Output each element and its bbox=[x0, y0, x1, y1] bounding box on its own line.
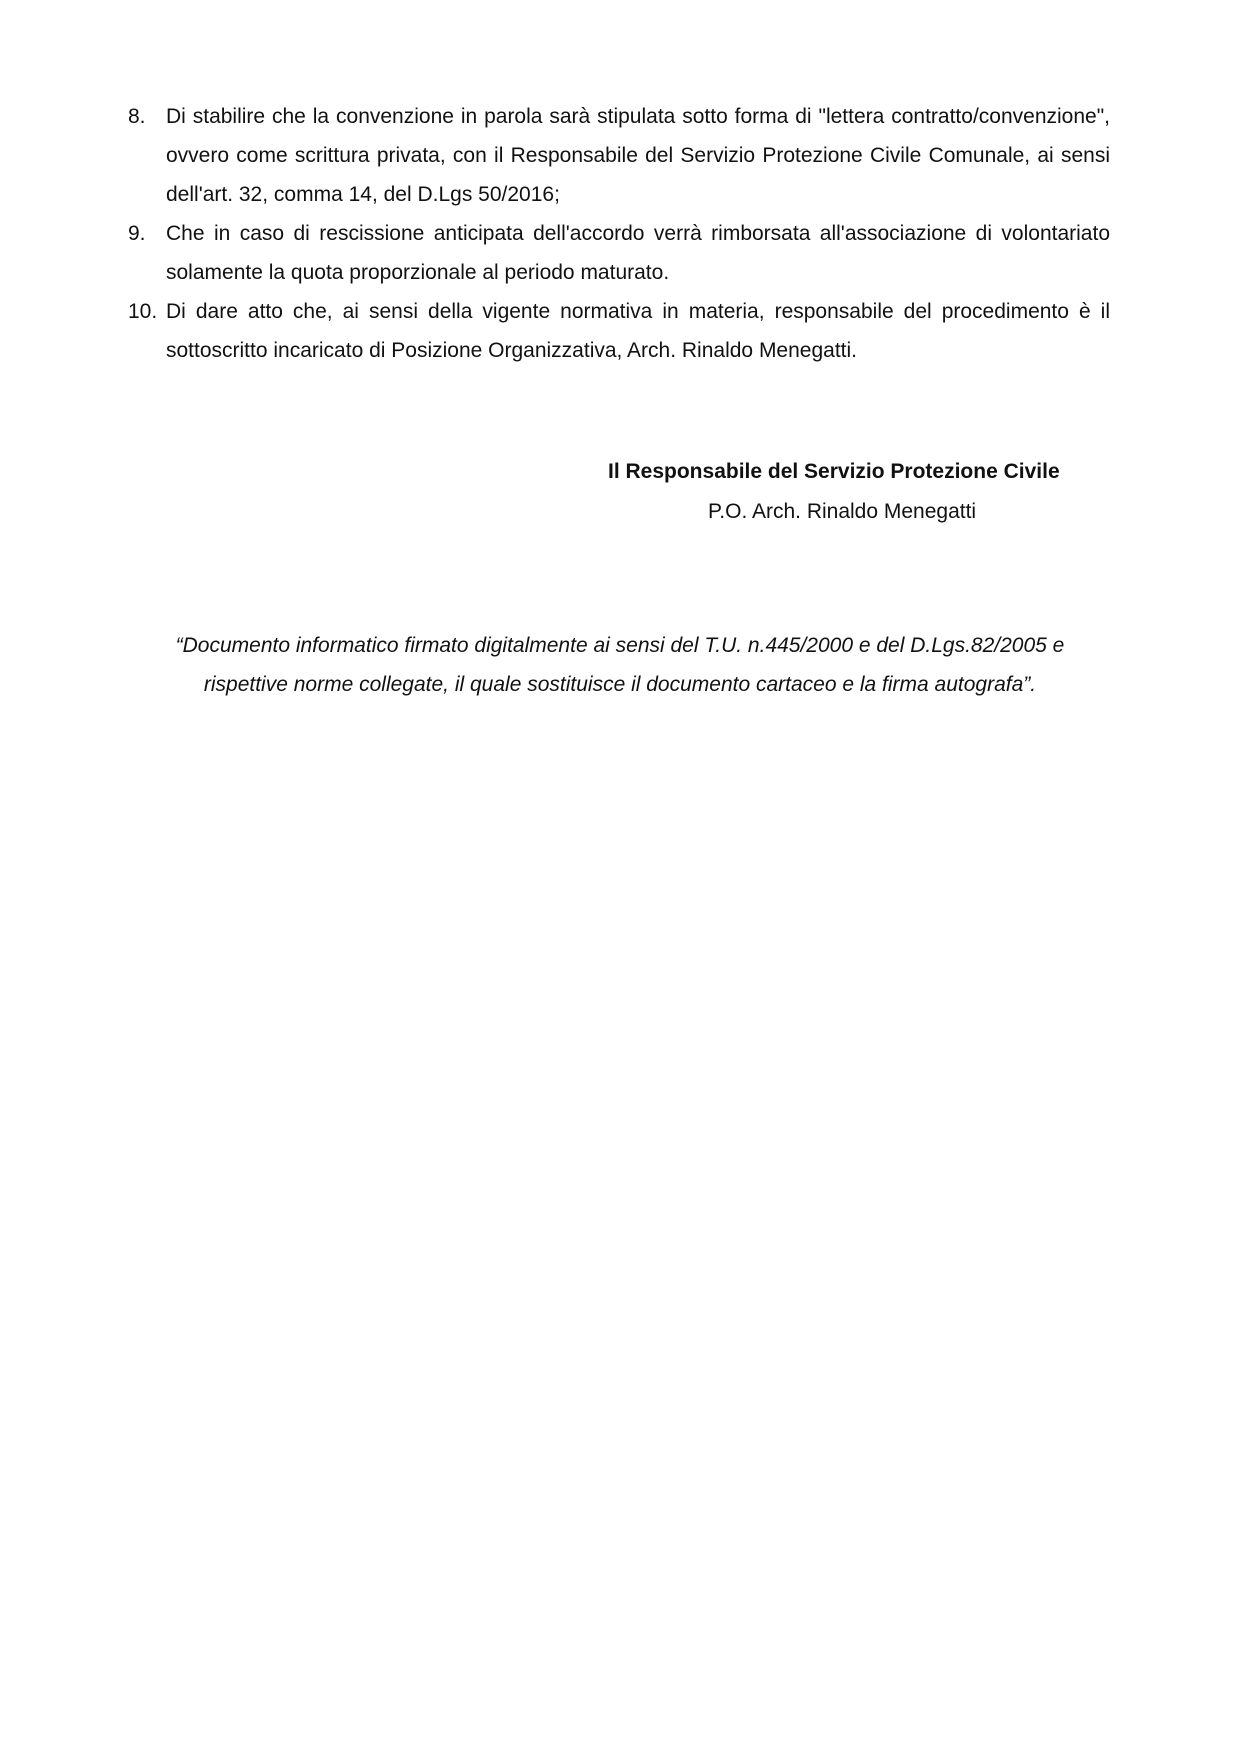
list-item-text: Di stabilire che la convenzione in parola sarà stipulata sotto forma di "lettera contratto/convenzione", ovvero come scrittura privata, con il Responsabile del Servizio Protezione Civile Comunale, ai sensi dell'art. 32, comma 14, del D.Lgs 50/2016; bbox=[166, 105, 1110, 206]
list-item-number: 10. bbox=[128, 300, 158, 323]
list-item-text: Di dare atto che, ai sensi della vigente normativa in materia, responsabile del procedimento è il sottoscritto incaricato di Posizione Organizzativa, Arch. Rinaldo Menegatti. bbox=[166, 300, 1110, 362]
signature-block bbox=[540, 452, 1100, 532]
list-item bbox=[128, 292, 1110, 370]
digital-signature-disclaimer bbox=[120, 626, 1120, 704]
signatory-name: P.O. Arch. Rinaldo Menegatti bbox=[708, 500, 977, 523]
disclaimer-line-1: “Documento informatico firmato digitalmente ai sensi del T.U. n.445/2000 e del D.Lgs.82/2005 e bbox=[175, 634, 1065, 657]
list-item bbox=[128, 97, 1110, 214]
signatory-role: Il Responsabile del Servizio Protezione Civile bbox=[608, 460, 1060, 483]
list-item-text: Che in caso di rescissione anticipata dell'accordo verrà rimborsata all'associazione di volontariato solamente la quota proporzionale al periodo maturato. bbox=[166, 222, 1110, 284]
list-item bbox=[128, 214, 1110, 292]
disclaimer-line-2: rispettive norme collegate, il quale sostituisce il documento cartaceo e la firma autografa”. bbox=[203, 673, 1037, 696]
list-item-number: 9. bbox=[128, 222, 146, 245]
decision-list bbox=[128, 97, 1110, 370]
list-item-number: 8. bbox=[128, 105, 146, 128]
